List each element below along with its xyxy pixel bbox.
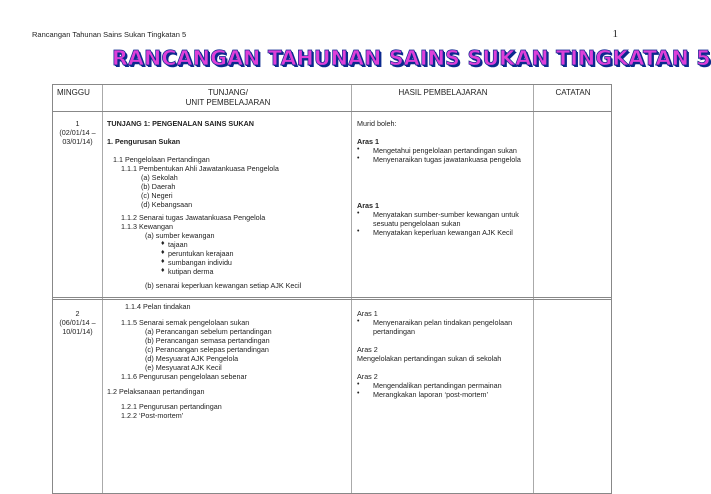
column-divider: [351, 85, 352, 493]
header-rule: [53, 111, 611, 112]
week-dates: 03/01/14): [62, 137, 93, 146]
topic-line: 1.1.6 Pengurusan pengelolaan sebenar: [121, 372, 247, 381]
week-dates: 10/01/14): [62, 327, 93, 336]
week-number: 2: [75, 309, 80, 318]
column-header-hasil: HASIL PEMBELAJARAN: [398, 88, 488, 97]
outcome-level: Aras 1: [357, 309, 378, 318]
topic-line: 1.2.1 Pengurusan pertandingan: [121, 402, 222, 411]
topic-line: peruntukan kerajaan: [168, 249, 234, 258]
topic-line: 1.1 Pengelolaan Pertandingan: [113, 155, 210, 164]
outcome-item: Merangkakan laporan ‘post-mortem’: [373, 390, 489, 399]
bullet-icon: •: [357, 155, 360, 162]
topic-line: (a) Sekolah: [141, 173, 178, 182]
topic-line: (a) Perancangan sebelum pertandingan: [145, 327, 272, 336]
unit-title: 1. Pengurusan Sukan: [107, 137, 181, 146]
week-number: 1: [75, 119, 80, 128]
outcome-level: Aras 2: [357, 345, 378, 354]
topic-line: (c) Perancangan selepas pertandingan: [145, 345, 269, 354]
topic-line: 1.1.3 Kewangan: [121, 222, 173, 231]
column-divider: [533, 85, 534, 493]
outcome-level: Aras 1: [357, 137, 379, 146]
diamond-bullet-icon: ♦: [161, 240, 165, 247]
outcome-item: Menyatakan keperluan kewangan AJK Kecil: [373, 228, 513, 237]
outcome-item: Mengetahui pengelolaan pertandingan sukan: [373, 146, 517, 155]
topic-line: (a) sumber kewangan: [145, 231, 215, 240]
topic-line: 1.2.2 ‘Post-mortem’: [121, 411, 184, 420]
outcome-item: Menyatakan sumber-sumber kewangan untuk: [373, 210, 519, 219]
diamond-bullet-icon: ♦: [161, 258, 165, 265]
outcome-item: Mengelolakan pertandingan sukan di sekolah: [357, 354, 502, 363]
week-dates: (02/01/14 –: [59, 128, 96, 137]
topic-line: (d) Kebangsaan: [141, 200, 193, 209]
outcome-item: Menyenaraikan tugas jawatankuasa pengelola: [373, 155, 521, 164]
outcome-item: Menyenaraikan pelan tindakan pengelolaan: [373, 318, 513, 327]
topic-line: (d) Mesyuarat AJK Pengelola: [145, 354, 239, 363]
topic-line: (b) Daerah: [141, 182, 176, 191]
column-header-unit: UNIT PEMBELAJARAN: [185, 98, 271, 107]
topic-line: 1.2 Pelaksanaan pertandingan: [107, 387, 205, 396]
week-dates: (06/01/14 –: [59, 318, 96, 327]
outcome-item: sesuatu pengelolaan sukan: [373, 219, 461, 228]
outcome-item: pertandingan: [373, 327, 415, 336]
bullet-icon: •: [357, 390, 360, 397]
topic-line: 1.1.2 Senarai tugas Jawatankuasa Pengelola: [121, 213, 266, 222]
bullet-icon: •: [357, 228, 360, 235]
topic-line: (b) Perancangan semasa pertandingan: [145, 336, 270, 345]
topic-line: kutipan derma: [168, 267, 214, 276]
topic-line: tajaan: [168, 240, 188, 249]
column-header-tunjang: TUNJANG/: [208, 88, 248, 97]
running-header: Rancangan Tahunan Sains Sukan Tingkatan 5: [32, 30, 187, 39]
page-number: 1: [612, 28, 618, 40]
outcome-level: Aras 2: [357, 372, 378, 381]
topic-line: (c) Negeri: [141, 191, 173, 200]
bullet-icon: •: [357, 381, 360, 388]
topic-line: 1.1.1 Pembentukan Ahli Jawatankuasa Pengelola: [121, 164, 279, 173]
diamond-bullet-icon: ♦: [161, 267, 165, 274]
column-divider: [102, 85, 103, 493]
column-header-catatan: CATATAN: [555, 88, 591, 97]
topic-line: 1.1.5 Senarai semak pengelolaan sukan: [121, 318, 250, 327]
topic-line: (b) senarai keperluan kewangan setiap AJK Kecil: [145, 281, 302, 290]
tunjang-title: TUNJANG 1: PENGENALAN SAINS SUKAN: [107, 119, 254, 128]
row-rule: [53, 297, 611, 298]
topic-line: 1.1.4 Pelan tindakan: [125, 302, 191, 311]
outcome-level: Aras 1: [357, 201, 379, 210]
diamond-bullet-icon: ♦: [161, 249, 165, 256]
topic-line: (e) Mesyuarat AJK Kecil: [145, 363, 222, 372]
document-title: RANCANGAN TAHUNAN SAINS SUKAN TINGKATAN 5: [112, 46, 711, 70]
bullet-icon: •: [357, 146, 360, 153]
topic-line: sumbangan individu: [168, 258, 232, 267]
bullet-icon: •: [357, 318, 360, 325]
row-rule: [53, 299, 611, 300]
column-header-minggu: MINGGU: [57, 88, 90, 97]
lesson-plan-table: [52, 84, 612, 494]
outcome-item: Mengendalikan pertandingan permainan: [373, 381, 502, 390]
bullet-icon: •: [357, 210, 360, 217]
outcome-intro: Murid boleh:: [357, 119, 397, 128]
